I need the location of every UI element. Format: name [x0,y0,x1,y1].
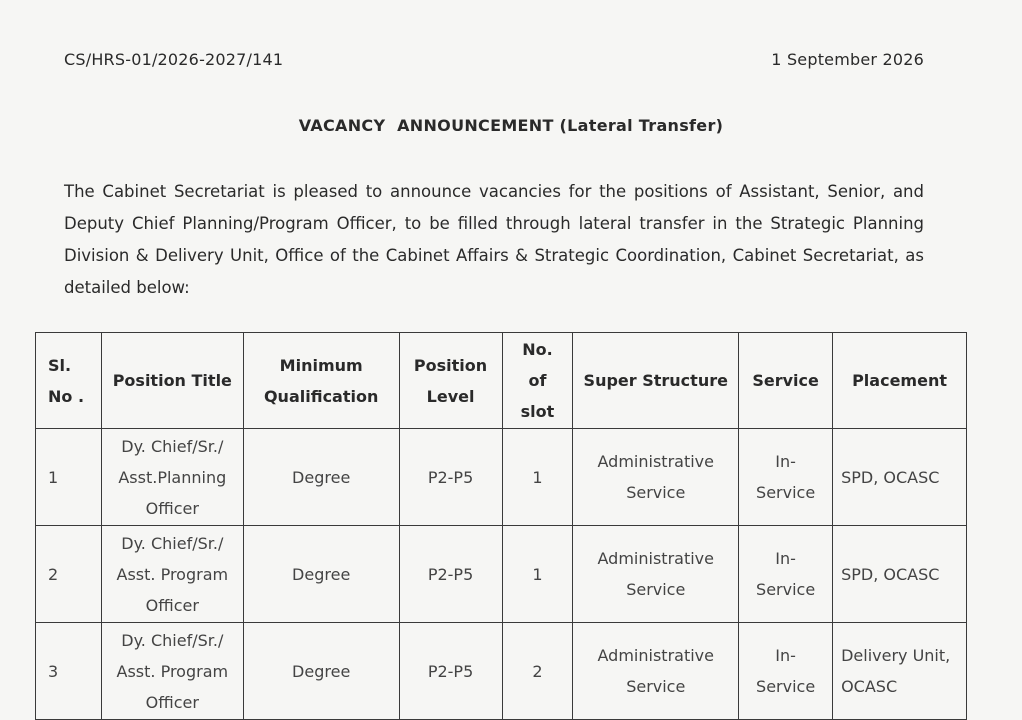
vacancy-table [35,332,967,720]
header-position-title: Position Title [101,333,243,429]
header-placement: Placement [833,333,967,429]
cell-service: In-Service [739,526,833,623]
cell-slots: 1 [502,526,573,623]
intro-paragraph: The Cabinet Secretariat is pleased to announce vacancies for the positions of Assistant, Senior, and Deputy Chief Planning/Program Officer, to be filled through lateral transfer in the Strategic Planning Division & Delivery Unit, Office of the Cabinet Affairs & Strategic Coordination, Cabinet Secretariat, as detailed below: [64,182,924,297]
cell-qualification: Degree [243,623,399,720]
cell-position-level: P2-P5 [399,526,502,623]
cell-position-title: Dy. Chief/Sr./ Asst.Planning Officer [101,429,243,526]
cell-sl-no: 3 [36,623,102,720]
cell-qualification: Degree [243,526,399,623]
cell-position-title: Dy. Chief/Sr./ Asst. Program Officer [101,623,243,720]
announcement-title-text: VACANCY ANNOUNCEMENT (Lateral Transfer) [298,116,724,135]
cell-position-title: Dy. Chief/Sr./ Asst. Program Officer [101,526,243,623]
cell-placement: Delivery Unit, OCASC [833,623,967,720]
cell-position-level: P2-P5 [399,429,502,526]
header-position-level: Position Level [399,333,502,429]
header-super-structure: Super Structure [573,333,739,429]
table-row [36,429,967,526]
header-sl-no: Sl. No . [36,333,102,429]
document-date: 1 September 2026 [771,50,924,69]
table-row [36,526,967,623]
cell-slots: 1 [502,429,573,526]
cell-super-structure: Administrative Service [573,623,739,720]
header-minimum-qualification: Minimum Qualification [243,333,399,429]
cell-service: In-Service [739,623,833,720]
cell-qualification: Degree [243,429,399,526]
table-row [36,623,967,720]
cell-position-level: P2-P5 [399,623,502,720]
cell-super-structure: Administrative Service [573,526,739,623]
cell-sl-no: 1 [36,429,102,526]
cell-placement: SPD, OCASC [833,429,967,526]
cell-slots: 2 [502,623,573,720]
table-header-row [36,333,967,429]
cell-sl-no: 2 [36,526,102,623]
cell-service: In-Service [739,429,833,526]
header-no-of-slot: No. of slot [502,333,573,429]
reference-number: CS/HRS-01/2026-2027/141 [64,50,284,69]
announcement-title [0,116,1022,135]
cell-placement: SPD, OCASC [833,526,967,623]
header-service: Service [739,333,833,429]
cell-super-structure: Administrative Service [573,429,739,526]
